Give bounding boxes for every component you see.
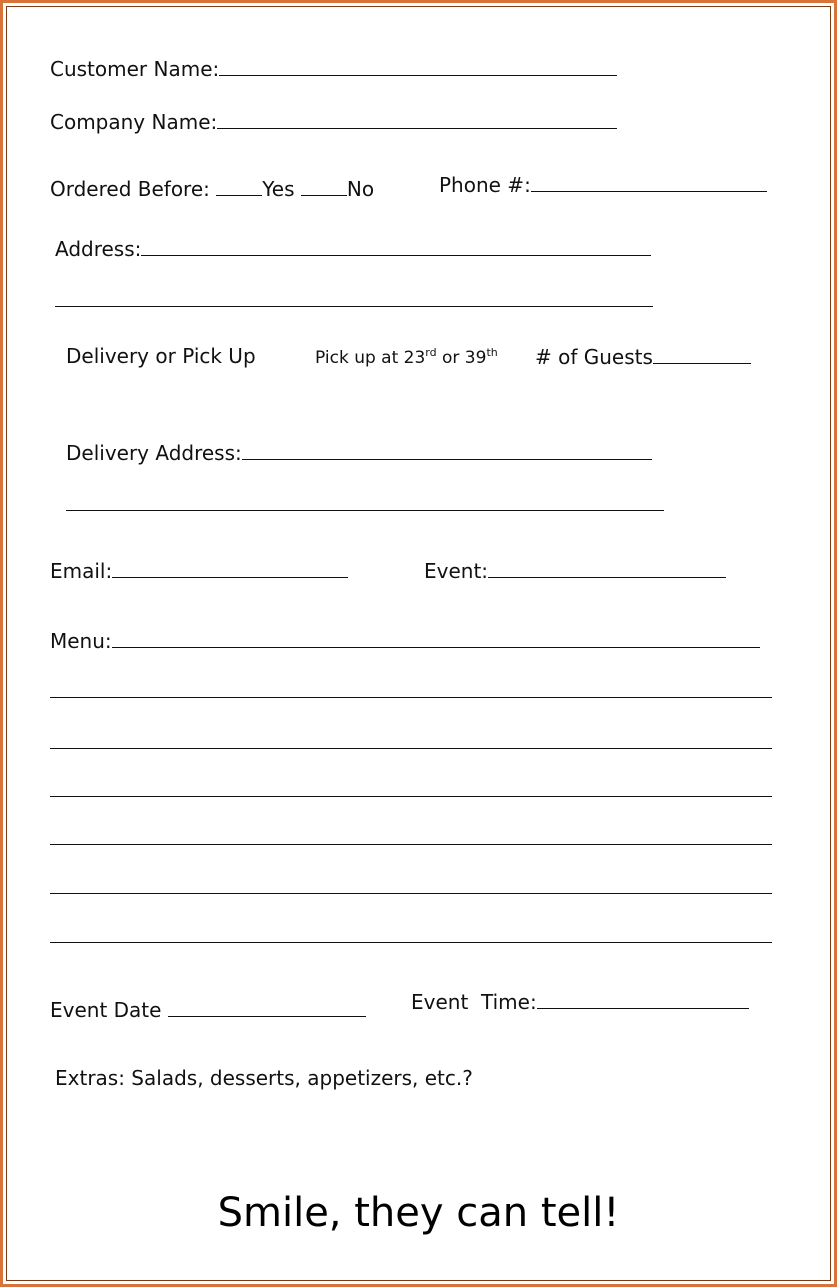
pickup-mid: or 39 bbox=[436, 348, 487, 368]
delivery-pickup-label: Delivery or Pick Up bbox=[66, 344, 256, 368]
menu-line-7[interactable] bbox=[50, 942, 772, 943]
address-line-2[interactable] bbox=[55, 306, 653, 307]
event-time-field[interactable] bbox=[537, 989, 749, 1009]
event-date-label: Event Date bbox=[50, 998, 162, 1022]
company-name-field[interactable] bbox=[217, 109, 617, 129]
menu-line-2[interactable] bbox=[50, 697, 772, 698]
menu-line-4[interactable] bbox=[50, 796, 772, 797]
event-field[interactable] bbox=[488, 558, 726, 578]
company-name-row bbox=[50, 109, 617, 134]
event-date-row bbox=[50, 997, 366, 1022]
phone-label: Phone #: bbox=[439, 173, 531, 197]
guests-row bbox=[535, 344, 751, 369]
event-time-label: Event Time: bbox=[411, 990, 537, 1014]
company-name-label: Company Name: bbox=[50, 110, 218, 134]
menu-line-5[interactable] bbox=[50, 844, 772, 845]
delivery-address-field[interactable] bbox=[242, 440, 652, 460]
pickup-sup-rd: rd bbox=[425, 346, 437, 359]
delivery-address-label: Delivery Address: bbox=[66, 441, 242, 465]
pickup-sup-th: th bbox=[486, 346, 498, 359]
customer-name-field[interactable] bbox=[219, 56, 617, 76]
address-row bbox=[55, 236, 651, 261]
event-time-row bbox=[411, 989, 749, 1014]
email-label: Email: bbox=[50, 559, 113, 583]
customer-name-label: Customer Name: bbox=[50, 57, 220, 81]
yes-label: Yes bbox=[262, 177, 295, 201]
customer-name-row bbox=[50, 56, 617, 81]
guests-field[interactable] bbox=[653, 344, 751, 364]
event-label: Event: bbox=[424, 559, 489, 583]
menu-field[interactable] bbox=[112, 628, 760, 648]
email-field[interactable] bbox=[112, 558, 348, 578]
guests-label: # of Guests bbox=[535, 345, 653, 369]
event-row bbox=[424, 558, 726, 583]
pickup-location-note bbox=[315, 341, 498, 370]
ordered-before-no-field[interactable] bbox=[301, 176, 347, 196]
extras-label: Extras: Salads, desserts, appetizers, etc.? bbox=[55, 1066, 473, 1090]
phone-field[interactable] bbox=[531, 172, 767, 192]
no-label: No bbox=[346, 177, 375, 201]
ordered-before-label: Ordered Before: bbox=[50, 177, 210, 201]
email-row bbox=[50, 558, 348, 583]
menu-line-3[interactable] bbox=[50, 748, 772, 749]
address-label: Address: bbox=[55, 237, 142, 261]
menu-line-6[interactable] bbox=[50, 893, 772, 894]
ordered-before-yes-field[interactable] bbox=[216, 176, 262, 196]
pickup-prefix: Pick up at 23 bbox=[315, 348, 426, 368]
menu-row bbox=[50, 628, 760, 653]
menu-label: Menu: bbox=[50, 629, 112, 653]
address-field[interactable] bbox=[141, 236, 651, 256]
ordered-before-row bbox=[50, 176, 374, 201]
slogan: Smile, they can tell! bbox=[217, 1190, 620, 1236]
delivery-address-row bbox=[66, 440, 652, 465]
delivery-address-line-2[interactable] bbox=[66, 510, 664, 511]
phone-row bbox=[439, 172, 767, 197]
event-date-field[interactable] bbox=[168, 997, 366, 1017]
